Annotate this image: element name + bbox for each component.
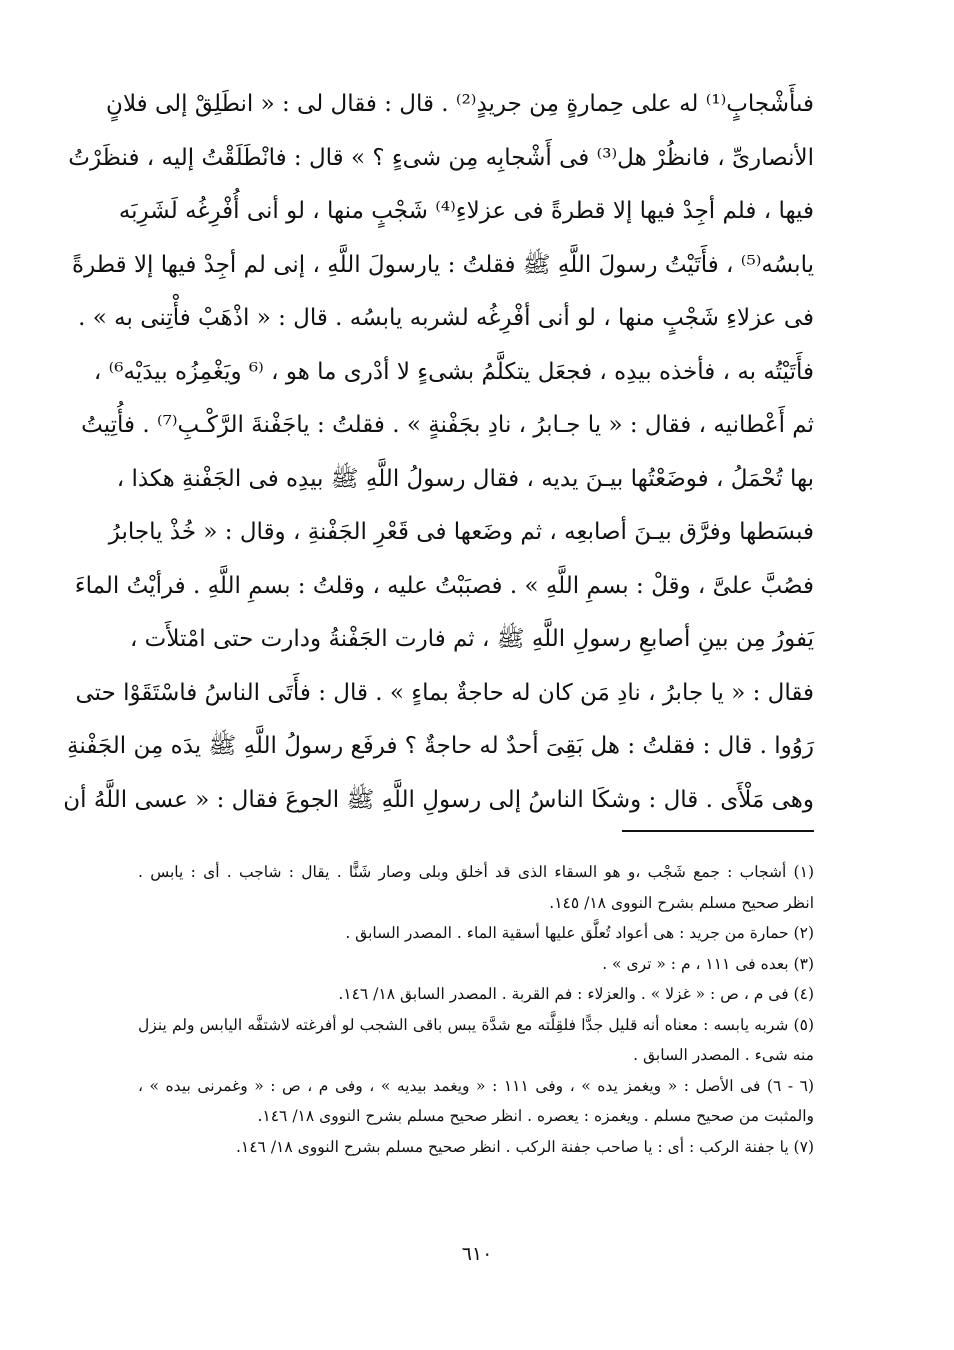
body-text-line: فصُبَّ علىَّ ، وقلْ : بسمِ اللَّهِ » . فصبَبْتُ عليه ، وقلتُ : بسمِ اللَّهِ . فرأيْتُ الماءَ <box>74 572 814 599</box>
body-text-line: فبسَطها وفرَّق بيـنَ أصابعِه ، ثم وضَعها فى قَعْرِ الجَفْنةِ ، وقال : « خُذْ ياجابرُ <box>108 519 814 545</box>
body-text-line: بها تُحْمَلُ ، فوضَعْتُها بيـنَ يديه ، فقال رسولُ اللَّهِ ﷺ بيدِه فى الجَفْنةِ هكذا ، <box>116 465 814 492</box>
footnote-line: (٦ - ٦) فى الأصل : « ويغمز يده » ، وفى ١١١ : « ويغمد بيديه » ، وفى م ، ص : « وغمرنى بيده » ، <box>138 1076 814 1095</box>
footnote-line: (٧) يا جفنة الركب : أى : يا صاحب جفنة الركب . انظر صحيح مسلم بشرح النووى ١٨/ ١٤٦. <box>235 1137 814 1156</box>
body-text-line: يابسُه⁽⁵⁾ ، فأَتَيْتُ رسولَ اللَّهِ ﷺ فقلتُ : يارسولَ اللَّهِ ، إنى لم أجِدْ فيها إلا قطرةً <box>72 251 814 278</box>
footnote-line: (٤) فى م ، ص : « غزلا » . والعزلاء : فم القربة . المصدر السابق ١٨/ ١٤٦. <box>338 985 814 1003</box>
footnote-line: انظر صحيح مسلم بشرح النووى ١٨/ ١٤٥. <box>549 893 814 912</box>
body-text-line: رَوُوا . قال : فقلتُ : هل بَقِىَ أحدٌ له حاجةٌ ؟ فرفَع رسولُ اللَّهِ ﷺ يدَه مِن الجَفْنةِ <box>67 733 814 759</box>
page-number: ٦١٠ <box>461 1243 493 1265</box>
body-text-line: فقال : « يا جابرُ ، نادِ مَن كان له حاجةٌ بماءٍ » . قال : فأَتَى الناسُ فاسْتَقَوْا حتى <box>75 679 814 706</box>
footnote-line: (٣) بعده فى ١١١ ، م : « ترى » . <box>602 954 814 973</box>
footnote-line: والمثبت من صحيح مسلم . ويغمزه : يعصره . انظر صحيح مسلم بشرح النووى ١٨/ ١٤٦. <box>257 1107 814 1125</box>
body-text-line: الأنصارىِّ ، فانظُرْ هل⁽³⁾ فى أَشْجابِه مِن شىءٍ ؟ » قال : فانْطَلَقْتُ إليه ، فنظَرْتُ <box>68 144 814 171</box>
footnote-line: (٥) شربه يابسه : معناه أنه قليل جدًّا فلقِلَّته مع شدَّة يبس باقى الشجب لو أفرغته لاشتفَّه اليابس ولم ينزل <box>138 1015 814 1034</box>
footnote-line: (٢) حمارة من جريد : هى أعواد تُعلَّق عليها أسقية الماء . المصدر السابق . <box>345 924 814 942</box>
body-text-line: يَفورُ مِن بينِ أصابعِ رسولِ اللَّهِ ﷺ ، ثم فارت الجَفْنةُ ودارت حتى امْتلأَت ، <box>129 626 814 652</box>
main-text-block <box>63 78 814 827</box>
footnote-separator <box>622 830 814 832</box>
body-text-line: وهى مَلْأَى . قال : وشكَا الناسُ إلى رسولِ اللَّهِ ﷺ الجوعَ فقال : « عسى اللَّهُ أن <box>63 786 814 813</box>
body-text-line: فأَتَيْتُه به ، فأخذه بيدِه ، فجعَل يتكلَّمُ بشىءٍ لا أدْرى ما هو ، ⁽⁶ ويَغْمِزُه بيدَيْه⁶⁾ ، <box>93 358 814 385</box>
footnotes-block <box>138 857 814 1162</box>
body-text-line: ثم أَعْطانيه ، فقال : « يا جـابرُ ، نادِ بجَفْنةٍ » . فقلتُ : ياجَفْنةَ الرَّكْـبِ⁽⁷⁾ . فأُتِيتُ <box>81 412 814 438</box>
footnote-line: منه شىء . المصدر السابق . <box>633 1046 814 1064</box>
body-text-line: فىأَشْجابٍ⁽¹⁾ له على حِمارةٍ مِن جريدٍ⁽²⁾ . قال : فقال لى : « انطَلِقْ إلى فلانٍ <box>106 91 814 117</box>
body-text-line: فيها ، فلم أجِدْ فيها إلا قطرةً فى عزلاءِ⁽⁴⁾ شَجْبٍ منها ، لو أنى أُفْرِغُه لَشَرِبَه <box>118 198 814 224</box>
footnote-line: (١) أشجاب : جمع شَجْب ،و هو السقاء الذى قد أخلق وبلى وصار شَنًّا . يقال : شاجب . أى : يابس . <box>138 863 814 881</box>
body-text-line: فى عزلاءِ شَجْبٍ منها ، لو أنى أفْرِغُه لشربه يابسُه . قال : « اذْهَبْ فأْتِنى به » . <box>78 305 814 331</box>
